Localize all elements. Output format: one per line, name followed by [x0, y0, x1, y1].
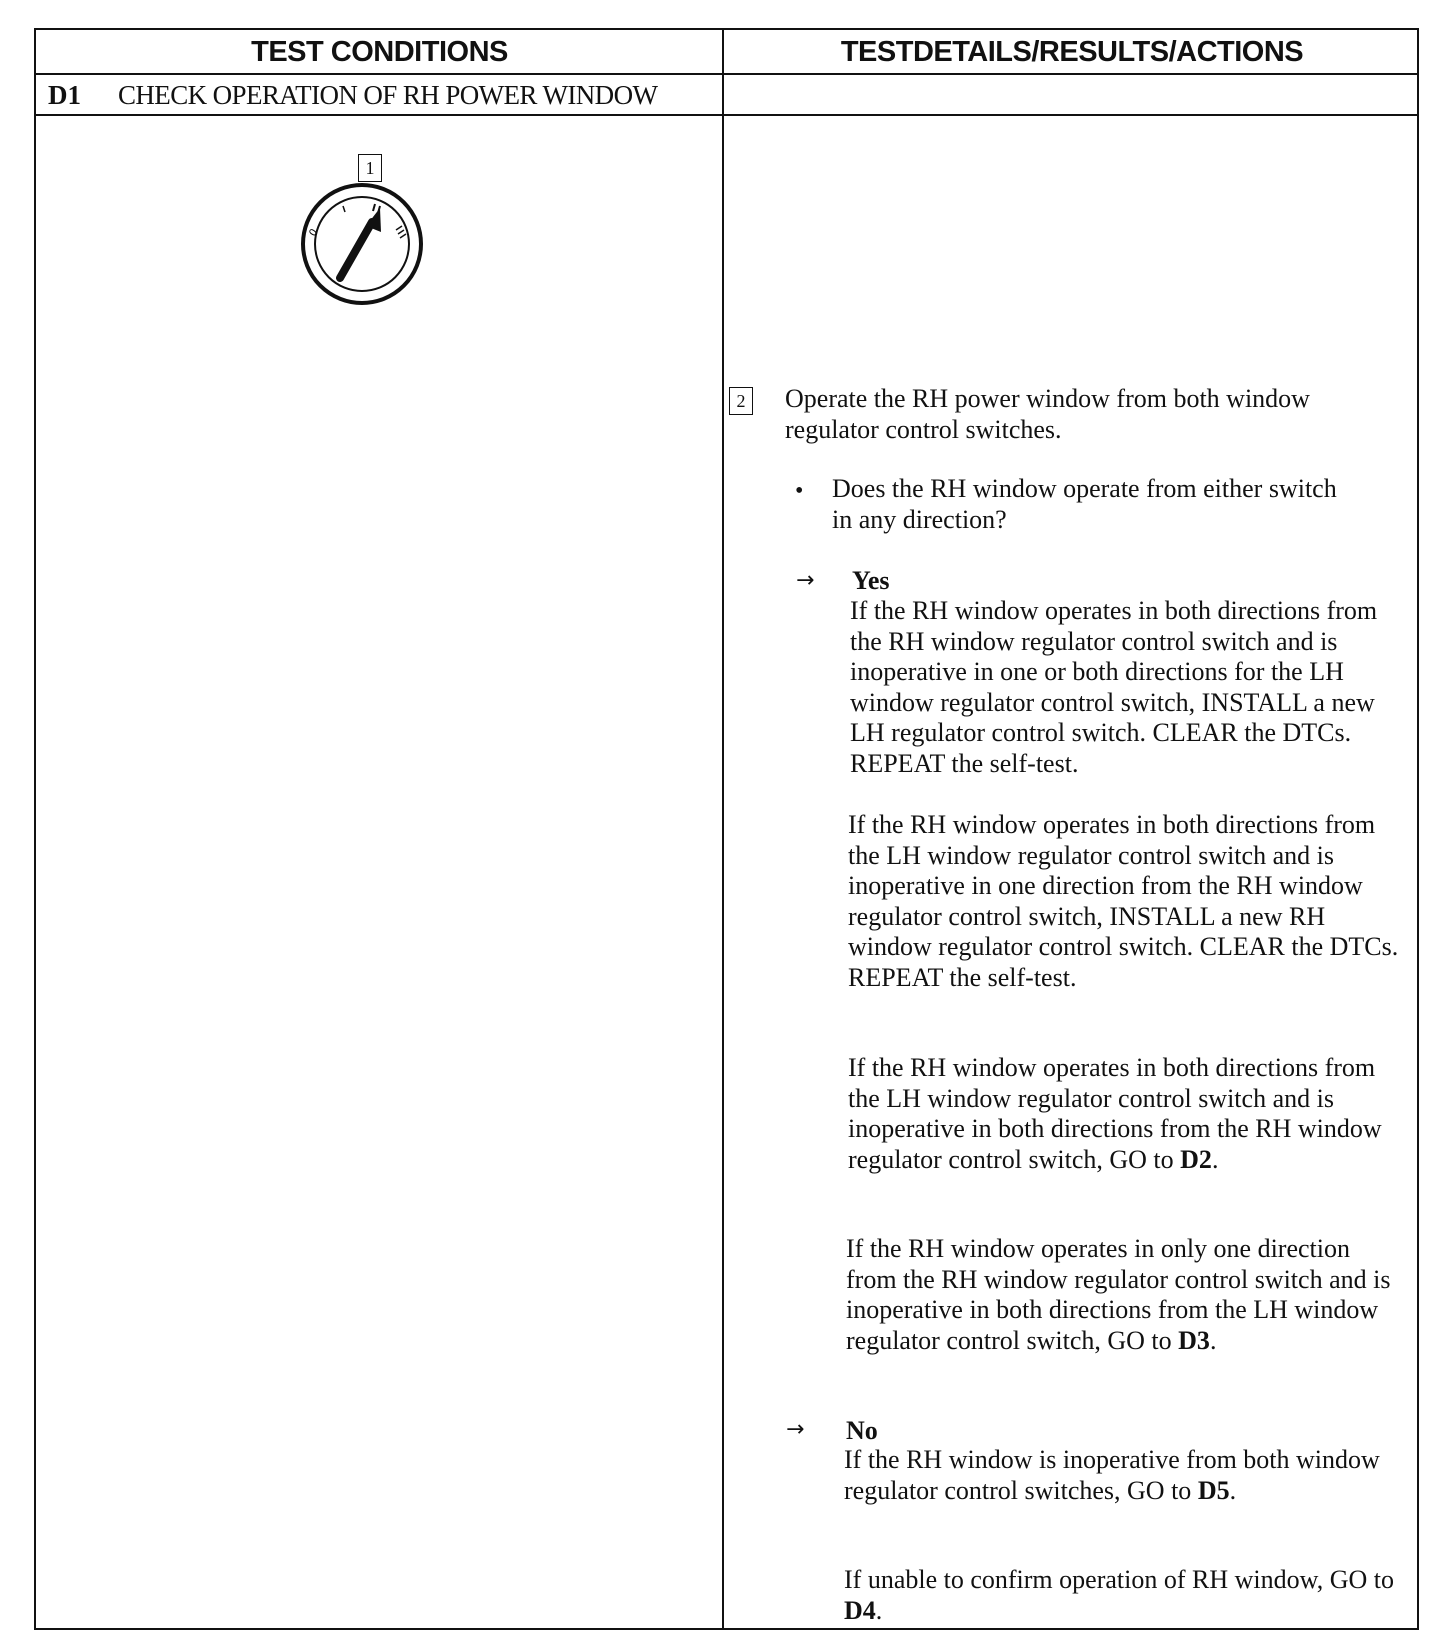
step-reference[interactable]: D2 [1180, 1144, 1212, 1174]
divider [36, 114, 1417, 116]
yes-paragraph: If the RH window operates in both directions from the LH window regulator control switch and is inoperative in one direction from the RH window regulator control switch, INSTALL a new RH window regulator control switch. CLEAR the DTCs. REPEAT the self-test. [848, 810, 1399, 992]
divider [36, 73, 1417, 75]
step-id: D1 [48, 79, 81, 110]
divider [722, 116, 724, 1630]
answer-no-label: No [846, 1416, 878, 1445]
no-paragraph: If unable to confirm operation of RH window, GO to D4. [844, 1565, 1394, 1625]
step-reference[interactable]: D4 [844, 1595, 876, 1625]
svg-text:0: 0 [307, 227, 321, 239]
arrow-right-icon: → [786, 1417, 805, 1442]
step-reference[interactable]: D5 [1197, 1475, 1230, 1505]
step-title: CHECK OPERATION OF RH POWER WINDOW [118, 79, 658, 110]
step-title-row [48, 76, 657, 114]
yes-paragraph: If the RH window operates in both directions from the RH window regulator control switch and is inoperative in one or both directions for the LH window regulator control switch, INSTALL a new LH regulator control switch. CLEAR the DTCs. REPEAT the self-test. [850, 596, 1378, 778]
yes-paragraph: If the RH window operates in both directions from the LH window regulator control switch and is inoperative in both directions from the RH window regulator control switch, GO to D2. [848, 1053, 1382, 1174]
yes-paragraph: If the RH window operates in only one direction from the RH window regulator control switch and is inoperative in both directions from the LH window regulator control switch, GO to D3. [846, 1234, 1391, 1355]
bullet-icon: • [795, 478, 804, 504]
step-1-marker: 1 [358, 154, 382, 182]
arrow-right-icon: → [796, 568, 815, 593]
header-test-details: TESTDETAILS/RESULTS/ACTIONS [840, 35, 1304, 68]
header-test-conditions: TEST CONDITIONS [251, 35, 508, 68]
no-paragraph: If the RH window is inoperative from both window regulator control switches, GO to D5. [844, 1445, 1380, 1505]
ignition-switch-icon [300, 182, 424, 306]
answer-yes-label: Yes [852, 566, 890, 595]
step-reference[interactable]: D3 [1178, 1325, 1210, 1355]
question-text: Does the RH window operate from either switch in any direction? [832, 474, 1337, 534]
step-2-instruction: Operate the RH power window from both window regulator control switches. [785, 384, 1310, 444]
step-2-marker: 2 [729, 387, 753, 415]
divider [722, 30, 724, 116]
